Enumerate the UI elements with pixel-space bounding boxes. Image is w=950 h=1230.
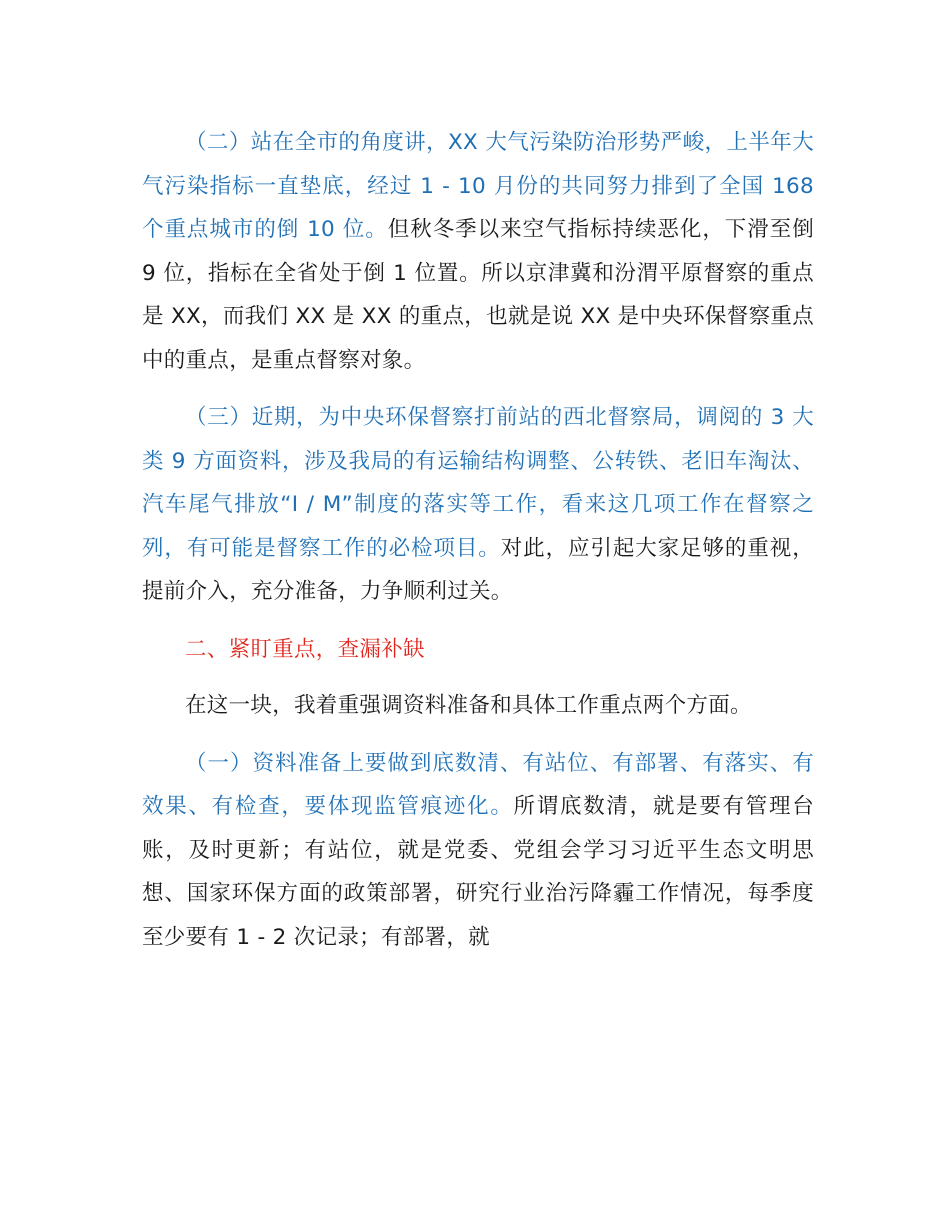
paragraph-2-text: 但秋冬季以来空气指标持续恶化，下滑至倒 9 位，指标在全省处于倒 1 位置。所以京津冀和汾渭平原督察的重点是 XX，而我们 XX 是 XX 的重点，也就是说 XX 是中央环保督察重点中的重点，是重点督察对象。 [142,217,814,373]
paragraph-2 [142,121,814,382]
section-heading: 二、紧盯重点，查漏补缺 [185,636,425,662]
paragraph-2-highlight: （二）站在全市的角度讲，XX 大气污染防治形势严峻，上半年大气污染指标一直垫底，经过 1 - 10 月份的共同努力排到了全国 168 个重点城市的倒 10 位。 [142,130,814,242]
paragraph-3-highlight: （三）近期，为中央环保督察打前站的西北督察局，调阅的 3 大类 9 方面资料，涉及我局的有运输结构调整、公转铁、老旧车淘汰、汽车尾气排放“I / M”制度的落实等工作，看来这几项工作在督察之列，有可能是督察工作的必检项目。 [142,405,814,561]
section-intro: 在这一块，我着重强调资料准备和具体工作重点两个方面。 [185,693,752,718]
paragraph-3-text: 对此，应引起大家足够的重视，提前介入，充分准备，力争顺利过关。 [142,535,814,604]
paragraph-materials-text: 所谓底数清，就是要有管理台账，及时更新；有站位，就是党委、党组会学习习近平生态文明思想、国家环保方面的政策部署，研究行业治污降霾工作情况，每季度至少要有 1 - 2 次记录；有部署，就 [142,794,814,950]
paragraph-materials [142,742,814,960]
paragraph-materials-highlight: （一）资料准备上要做到底数清、有站位、有部署、有落实、有效果、有检查，要体现监管痕迹化。 [142,750,814,819]
document-body [142,121,814,973]
paragraph-3 [142,396,814,614]
